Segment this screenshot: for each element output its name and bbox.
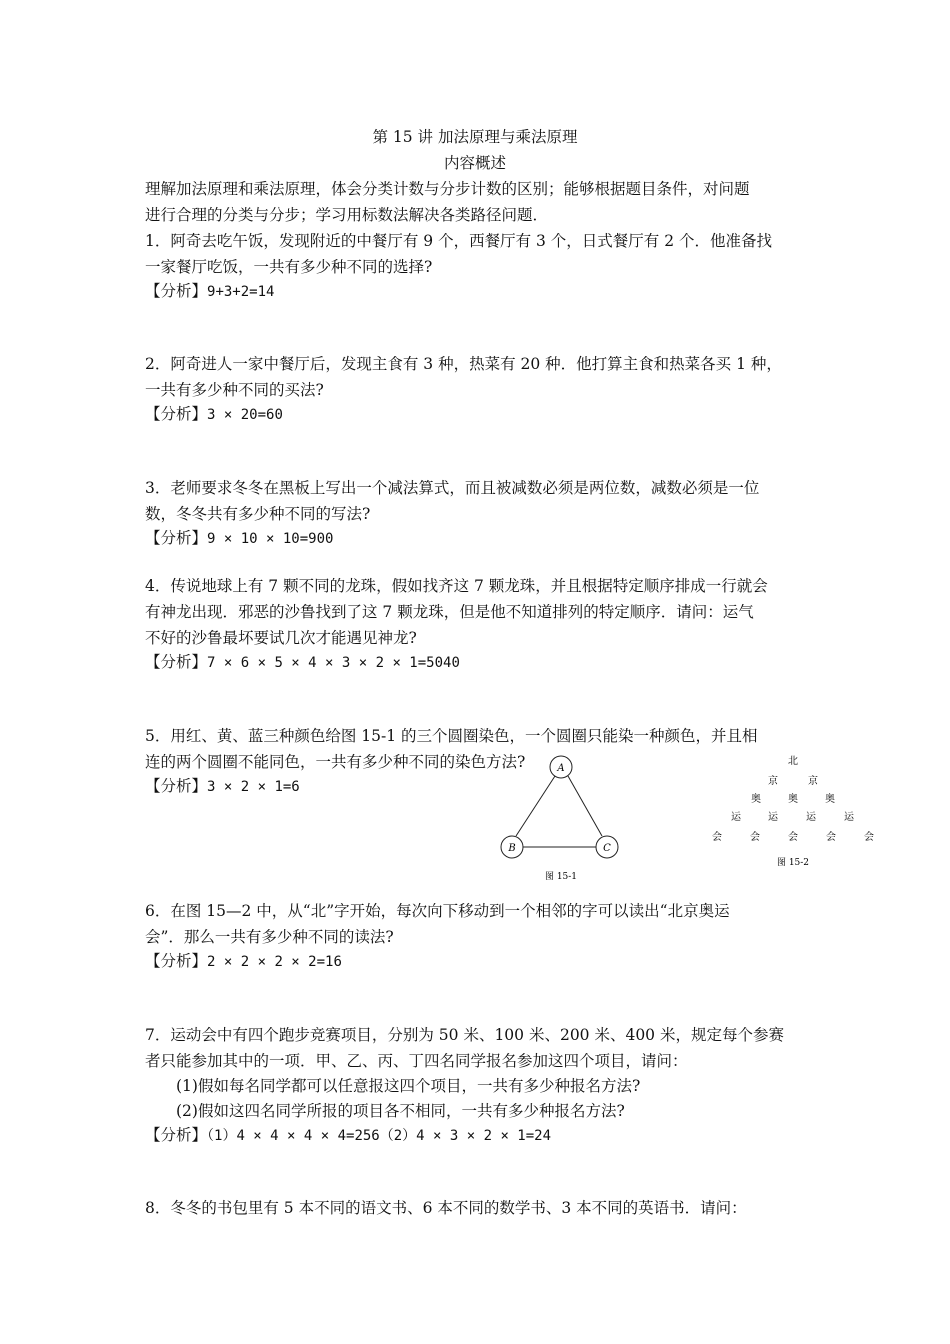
problem-4-line: 4．传说地球上有 7 颗不同的龙珠，假如找齐这 7 颗龙珠，并且根据特定顺序排成一行就会 — [145, 577, 768, 595]
problem-3-line: 数，冬冬共有多少种不同的写法? — [145, 505, 371, 523]
problem-1-line: 1．阿奇去吃午饭，发现附近的中餐厅有 9 个，西餐厅有 3 个，日式餐厅有 2 个．他准备找 — [145, 232, 773, 250]
figure-15-2 — [700, 748, 890, 873]
answer-label: 【分析】 — [145, 529, 208, 547]
grid-char: 京 — [808, 776, 818, 787]
figure-15-1-caption: 图 15-1 — [544, 872, 578, 882]
answer-value: 3 × 20=60 — [207, 407, 283, 423]
problem-3-answer — [145, 528, 333, 549]
grid-char: 运 — [731, 812, 741, 823]
intro-line: 理解加法原理和乘法原理，体会分类计数与分步计数的区别；能够根据题目条件，对问题 — [145, 180, 750, 198]
grid-char: 会 — [826, 832, 836, 843]
answer-value: 9 × 10 × 10=900 — [207, 531, 334, 547]
problem-3-line: 3．老师要求冬冬在黑板上写出一个减法算式，而且被减数必须是两位数，减数必须是一位 — [145, 479, 760, 497]
grid-char: 北 — [788, 756, 798, 767]
node-b-label: B — [508, 843, 516, 854]
problem-6-answer — [145, 951, 342, 972]
problem-7-line: 7．运动会中有四个跑步竞赛项目，分别为 50 米、100 米、200 米、400 米，规定每个参赛 — [145, 1026, 784, 1044]
grid-char: 会 — [788, 832, 798, 843]
answer-label: 【分析】 — [145, 282, 208, 300]
answer-value: 9+3+2=14 — [207, 284, 275, 300]
problem-1-line: 一家餐厅吃饭，一共有多少种不同的选择? — [145, 258, 433, 276]
grid-char: 运 — [844, 812, 854, 823]
answer-value: 7 × 6 × 5 × 4 × 3 × 2 × 1=5040 — [207, 655, 460, 671]
figure-15-2-caption: 图 15-2 — [776, 858, 810, 868]
problem-6-line: 6．在图 15—2 中，从“北”字开始，每次向下移动到一个相邻的字可以读出“北京奥运 — [145, 902, 730, 920]
problem-5-answer — [145, 776, 300, 797]
answer-label: 【分析】 — [145, 1126, 208, 1144]
grid-char: 会 — [750, 832, 760, 843]
problem-7-answer — [145, 1125, 551, 1146]
figure-15-1 — [490, 748, 630, 883]
answer-value: 2 × 2 × 2 × 2=16 — [207, 954, 342, 970]
node-c-label: C — [603, 843, 611, 854]
grid-char: 会 — [712, 832, 722, 843]
grid-char: 运 — [806, 812, 816, 823]
answer-value: （1）4 × 4 × 4 × 4=256（2）4 × 3 × 2 × 1=24 — [207, 1128, 552, 1144]
grid-char: 奥 — [825, 794, 835, 805]
answer-value: 3 × 2 × 1=6 — [207, 779, 300, 795]
problem-4-line: 不好的沙鲁最坏要试几次才能遇见神龙? — [145, 629, 417, 647]
edge-a-c — [568, 776, 602, 836]
problem-2-line: 一共有多少种不同的买法? — [145, 381, 324, 399]
problem-5-line: 连的两个圆圈不能同色，一共有多少种不同的染色方法? — [145, 753, 526, 771]
section-heading: 内容概述 — [443, 154, 506, 172]
problem-5-line: 5．用红、黄、蓝三种颜色给图 15-1 的三个圆圈染色，一个圆圈只能染一种颜色，并且相 — [145, 727, 758, 745]
answer-label: 【分析】 — [145, 777, 208, 795]
problem-8-line: 8．冬冬的书包里有 5 本不同的语文书、6 本不同的数学书、3 本不同的英语书．请问： — [145, 1199, 747, 1217]
grid-char: 奥 — [788, 794, 798, 805]
problem-4-answer — [145, 652, 460, 673]
answer-label: 【分析】 — [145, 653, 208, 671]
intro-line: 进行合理的分类与分步；学习用标数法解决各类路径问题． — [145, 206, 549, 224]
problem-1-answer — [145, 281, 274, 302]
problem-2-answer — [145, 404, 283, 425]
node-a-label: A — [557, 763, 565, 774]
problem-7-line: 者只能参加其中的一项．甲、乙、丙、丁四名同学报名参加这四个项目，请问： — [145, 1052, 688, 1070]
answer-label: 【分析】 — [145, 405, 208, 423]
edge-a-b — [516, 776, 555, 836]
grid-char: 会 — [864, 832, 874, 843]
grid-char: 奥 — [751, 794, 761, 805]
problem-4-line: 有神龙出现．邪恶的沙鲁找到了这 7 颗龙珠，但是他不知道排列的特定顺序．请问：运气 — [145, 603, 754, 621]
problem-2-line: 2．阿奇进人一家中餐厅后，发现主食有 3 种，热菜有 20 种．他打算主食和热菜各买 1 种， — [145, 355, 782, 373]
answer-label: 【分析】 — [145, 952, 208, 970]
problem-6-line: 会”．那么一共有多少种不同的读法? — [145, 928, 394, 946]
problem-7-subquestion-1: (1)假如每名同学都可以任意报这四个项目，一共有多少种报名方法? — [176, 1077, 641, 1095]
grid-char: 京 — [768, 776, 778, 787]
grid-char: 运 — [768, 812, 778, 823]
problem-7-subquestion-2: (2)假如这四名同学所报的项目各不相同，一共有多少种报名方法? — [176, 1102, 625, 1120]
page-title: 第 15 讲 加法原理与乘法原理 — [372, 128, 578, 146]
